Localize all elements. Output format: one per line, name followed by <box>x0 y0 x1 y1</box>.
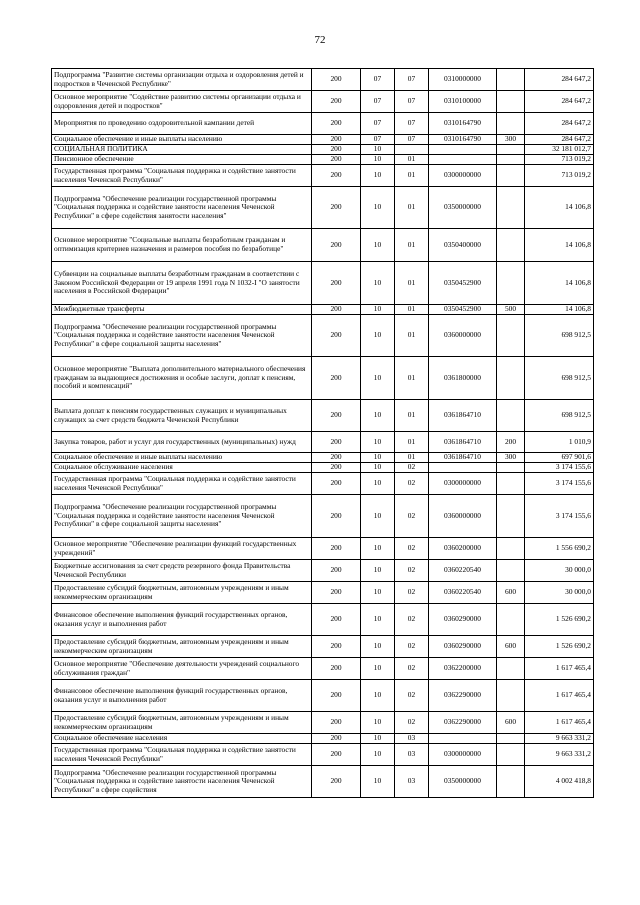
target-article-cell: 0361864710 <box>429 453 497 463</box>
amount-cell: 713 019,2 <box>525 165 594 187</box>
grbs-cell: 200 <box>312 135 361 145</box>
item-name-cell: Подпрограмма "Обеспечение реализации государственной программы "Социальная поддержка и содействие занятости населения Чеченской Республики" в сфере содействия <box>52 766 312 798</box>
section-cell: 07 <box>361 113 395 135</box>
subsection-cell: 03 <box>395 744 429 766</box>
item-name-cell: Финансовое обеспечение выполнения функций государственных органов, оказания услуг и выполнения работ <box>52 604 312 636</box>
grbs-cell: 200 <box>312 400 361 432</box>
section-cell: 10 <box>361 658 395 680</box>
target-article-cell <box>429 734 497 744</box>
subsection-cell: 02 <box>395 473 429 495</box>
grbs-cell: 200 <box>312 229 361 262</box>
item-name-cell: Межбюджетные трансферты <box>52 305 312 315</box>
section-cell: 10 <box>361 305 395 315</box>
grbs-cell: 200 <box>312 658 361 680</box>
section-cell: 10 <box>361 604 395 636</box>
target-article-cell: 0360200000 <box>429 538 497 560</box>
amount-cell: 1 617 465,4 <box>525 712 594 734</box>
section-cell: 10 <box>361 473 395 495</box>
grbs-cell: 200 <box>312 680 361 712</box>
grbs-cell: 200 <box>312 473 361 495</box>
subsection-cell: 02 <box>395 463 429 473</box>
grbs-cell: 200 <box>312 453 361 463</box>
item-name-cell: Подпрограмма "Обеспечение реализации государственной программы "Социальная поддержка и содействие занятости населения Чеченской Республики" в сфере содействия занятости населения" <box>52 187 312 229</box>
subsection-cell: 01 <box>395 187 429 229</box>
section-cell: 10 <box>361 636 395 658</box>
section-cell: 10 <box>361 734 395 744</box>
expense-type-cell <box>497 766 525 798</box>
item-name-cell: Основное мероприятие "Обеспечение реализации функций государственных учреждений" <box>52 538 312 560</box>
target-article-cell: 0350000000 <box>429 187 497 229</box>
subsection-cell: 07 <box>395 91 429 113</box>
grbs-cell: 200 <box>312 744 361 766</box>
expense-type-cell <box>497 69 525 91</box>
target-article-cell: 0300000000 <box>429 473 497 495</box>
table-row <box>52 155 594 165</box>
section-cell: 10 <box>361 680 395 712</box>
section-cell: 10 <box>361 560 395 582</box>
expense-type-cell: 600 <box>497 712 525 734</box>
budget-table <box>51 68 594 798</box>
target-article-cell <box>429 463 497 473</box>
target-article-cell: 0362200000 <box>429 658 497 680</box>
item-name-cell: Финансовое обеспечение выполнения функций государственных органов, оказания услуг и выполнения работ <box>52 680 312 712</box>
item-name-cell: Социальное обеспечение и иные выплаты населению <box>52 135 312 145</box>
grbs-cell: 200 <box>312 604 361 636</box>
amount-cell: 32 181 012,7 <box>525 145 594 155</box>
table-row <box>52 712 594 734</box>
target-article-cell: 0361864710 <box>429 400 497 432</box>
expense-type-cell: 500 <box>497 305 525 315</box>
grbs-cell: 200 <box>312 766 361 798</box>
expense-type-cell <box>497 680 525 712</box>
amount-cell: 1 556 690,2 <box>525 538 594 560</box>
subsection-cell: 07 <box>395 135 429 145</box>
subsection-cell: 01 <box>395 400 429 432</box>
target-article-cell: 0360000000 <box>429 495 497 538</box>
expense-type-cell <box>497 538 525 560</box>
amount-cell: 30 000,0 <box>525 560 594 582</box>
subsection-cell: 02 <box>395 680 429 712</box>
expense-type-cell: 200 <box>497 432 525 453</box>
item-name-cell: Социальное обслуживание населения <box>52 463 312 473</box>
expense-type-cell <box>497 495 525 538</box>
table-row <box>52 658 594 680</box>
grbs-cell: 200 <box>312 145 361 155</box>
item-name-cell: Социальное обеспечение и иные выплаты населению <box>52 453 312 463</box>
section-cell: 07 <box>361 135 395 145</box>
target-article-cell: 0350000000 <box>429 766 497 798</box>
item-name-cell: Государственная программа "Социальная поддержка и содействие занятости населения Чеченской Республики" <box>52 473 312 495</box>
table-body <box>52 69 594 798</box>
item-name-cell: Подпрограмма "Обеспечение реализации государственной программы "Социальная поддержка и содействие занятости населения Чеченской Республики" в сфере социальной защиты населения" <box>52 495 312 538</box>
subsection-cell <box>395 145 429 155</box>
item-name-cell: СОЦИАЛЬНАЯ ПОЛИТИКА <box>52 145 312 155</box>
target-article-cell: 0360220540 <box>429 582 497 604</box>
table-row <box>52 453 594 463</box>
amount-cell: 3 174 155,6 <box>525 495 594 538</box>
section-cell: 10 <box>361 432 395 453</box>
grbs-cell: 200 <box>312 357 361 400</box>
section-cell: 10 <box>361 357 395 400</box>
target-article-cell: 0361864710 <box>429 432 497 453</box>
table-row <box>52 604 594 636</box>
section-cell: 10 <box>361 145 395 155</box>
expense-type-cell <box>497 91 525 113</box>
amount-cell: 698 912,5 <box>525 315 594 357</box>
subsection-cell: 02 <box>395 658 429 680</box>
amount-cell: 698 912,5 <box>525 400 594 432</box>
target-article-cell: 0300000000 <box>429 165 497 187</box>
table-row <box>52 145 594 155</box>
amount-cell: 698 912,5 <box>525 357 594 400</box>
page-number: 72 <box>314 34 326 46</box>
table-row <box>52 305 594 315</box>
item-name-cell: Бюджетные ассигнования за счет средств резервного фонда Правительства Чеченской Республики <box>52 560 312 582</box>
subsection-cell: 01 <box>395 315 429 357</box>
target-article-cell: 0362290000 <box>429 680 497 712</box>
table-row <box>52 582 594 604</box>
amount-cell: 284 647,2 <box>525 113 594 135</box>
table-row <box>52 229 594 262</box>
grbs-cell: 200 <box>312 165 361 187</box>
table-row <box>52 734 594 744</box>
expense-type-cell: 300 <box>497 135 525 145</box>
amount-cell: 697 901,6 <box>525 453 594 463</box>
expense-type-cell <box>497 473 525 495</box>
item-name-cell: Основное мероприятие "Содействие развитию системы организации отдыха и оздоровления детей и подростков" <box>52 91 312 113</box>
grbs-cell: 200 <box>312 712 361 734</box>
expense-type-cell <box>497 145 525 155</box>
subsection-cell: 02 <box>395 495 429 538</box>
expense-type-cell <box>497 113 525 135</box>
item-name-cell: Государственная программа "Социальная поддержка и содействие занятости населения Чеченской Республики" <box>52 165 312 187</box>
item-name-cell: Подпрограмма "Обеспечение реализации государственной программы "Социальная поддержка и содействие занятости населения Чеченской Республики" в сфере социальной защиты населения" <box>52 315 312 357</box>
amount-cell: 1 526 690,2 <box>525 636 594 658</box>
grbs-cell: 200 <box>312 560 361 582</box>
section-cell: 10 <box>361 155 395 165</box>
grbs-cell: 200 <box>312 69 361 91</box>
amount-cell: 284 647,2 <box>525 91 594 113</box>
section-cell: 10 <box>361 262 395 305</box>
section-cell: 10 <box>361 229 395 262</box>
amount-cell: 14 106,8 <box>525 305 594 315</box>
section-cell: 10 <box>361 495 395 538</box>
expense-type-cell: 600 <box>497 582 525 604</box>
item-name-cell: Основное мероприятие "Обеспечение деятельности учреждений социального обслуживания граждан" <box>52 658 312 680</box>
item-name-cell: Предоставление субсидий бюджетным, автономным учреждениям и иным некоммерческим организациям <box>52 636 312 658</box>
table-row <box>52 135 594 145</box>
grbs-cell: 200 <box>312 91 361 113</box>
item-name-cell: Пенсионное обеспечение <box>52 155 312 165</box>
grbs-cell: 200 <box>312 315 361 357</box>
table-row <box>52 538 594 560</box>
target-article-cell: 0360000000 <box>429 315 497 357</box>
item-name-cell: Социальное обеспечение населения <box>52 734 312 744</box>
target-article-cell: 0310164790 <box>429 113 497 135</box>
target-article-cell: 0310000000 <box>429 69 497 91</box>
subsection-cell: 03 <box>395 766 429 798</box>
amount-cell: 1 617 465,4 <box>525 658 594 680</box>
grbs-cell: 200 <box>312 463 361 473</box>
expense-type-cell <box>497 357 525 400</box>
subsection-cell: 01 <box>395 165 429 187</box>
amount-cell: 30 000,0 <box>525 582 594 604</box>
expense-type-cell <box>497 229 525 262</box>
table-row <box>52 432 594 453</box>
table-row <box>52 400 594 432</box>
amount-cell: 9 663 331,2 <box>525 744 594 766</box>
table-row <box>52 315 594 357</box>
item-name-cell: Выплата доплат к пенсиям государственных служащих и муниципальных служащих за счет средств бюджета Чеченской Республики <box>52 400 312 432</box>
expense-type-cell <box>497 734 525 744</box>
subsection-cell: 01 <box>395 453 429 463</box>
amount-cell: 14 106,8 <box>525 262 594 305</box>
item-name-cell: Закупка товаров, работ и услуг для государственных (муниципальных) нужд <box>52 432 312 453</box>
expense-type-cell <box>497 155 525 165</box>
amount-cell: 713 019,2 <box>525 155 594 165</box>
section-cell: 10 <box>361 744 395 766</box>
section-cell: 10 <box>361 766 395 798</box>
grbs-cell: 200 <box>312 187 361 229</box>
table-row <box>52 262 594 305</box>
section-cell: 07 <box>361 69 395 91</box>
amount-cell: 4 002 418,8 <box>525 766 594 798</box>
amount-cell: 284 647,2 <box>525 135 594 145</box>
expense-type-cell <box>497 187 525 229</box>
amount-cell: 3 174 155,6 <box>525 463 594 473</box>
subsection-cell: 01 <box>395 229 429 262</box>
amount-cell: 284 647,2 <box>525 69 594 91</box>
item-name-cell: Предоставление субсидий бюджетным, автономным учреждениям и иным некоммерческим организациям <box>52 582 312 604</box>
table-row <box>52 744 594 766</box>
grbs-cell: 200 <box>312 734 361 744</box>
target-article-cell: 0350400000 <box>429 229 497 262</box>
expense-type-cell <box>497 400 525 432</box>
item-name-cell: Предоставление субсидий бюджетным, автономным учреждениям и иным некоммерческим организациям <box>52 712 312 734</box>
section-cell: 10 <box>361 538 395 560</box>
grbs-cell: 200 <box>312 113 361 135</box>
section-cell: 10 <box>361 453 395 463</box>
grbs-cell: 200 <box>312 305 361 315</box>
item-name-cell: Государственная программа "Социальная поддержка и содействие занятости населения Чеченской Республики" <box>52 744 312 766</box>
grbs-cell: 200 <box>312 262 361 305</box>
subsection-cell: 02 <box>395 560 429 582</box>
amount-cell: 9 663 331,2 <box>525 734 594 744</box>
target-article-cell: 0350452900 <box>429 262 497 305</box>
section-cell: 10 <box>361 463 395 473</box>
amount-cell: 14 106,8 <box>525 229 594 262</box>
target-article-cell <box>429 155 497 165</box>
subsection-cell: 03 <box>395 734 429 744</box>
table-row <box>52 357 594 400</box>
section-cell: 10 <box>361 315 395 357</box>
expense-type-cell <box>497 315 525 357</box>
grbs-cell: 200 <box>312 538 361 560</box>
grbs-cell: 200 <box>312 636 361 658</box>
subsection-cell: 01 <box>395 155 429 165</box>
subsection-cell: 01 <box>395 357 429 400</box>
table-row <box>52 187 594 229</box>
section-cell: 10 <box>361 187 395 229</box>
item-name-cell: Субвенции на социальные выплаты безработным гражданам в соответствии с Законом Российской Федерации от 19 апреля 1991 года N 1032-I "О занятости населения в Российской Федерации" <box>52 262 312 305</box>
item-name-cell: Мероприятия по проведению оздоровительной кампании детей <box>52 113 312 135</box>
amount-cell: 1 010,9 <box>525 432 594 453</box>
expense-type-cell: 600 <box>497 636 525 658</box>
section-cell: 10 <box>361 165 395 187</box>
expense-type-cell <box>497 658 525 680</box>
subsection-cell: 01 <box>395 305 429 315</box>
table-row <box>52 473 594 495</box>
expense-type-cell <box>497 560 525 582</box>
section-cell: 10 <box>361 400 395 432</box>
section-cell: 10 <box>361 582 395 604</box>
subsection-cell: 07 <box>395 69 429 91</box>
item-name-cell: Подпрограмма "Развитие системы организации отдыха и оздоровления детей и подростков в Чеченской Республике" <box>52 69 312 91</box>
subsection-cell: 02 <box>395 604 429 636</box>
expense-type-cell <box>497 463 525 473</box>
expense-type-cell <box>497 744 525 766</box>
expense-type-cell <box>497 262 525 305</box>
target-article-cell: 0362290000 <box>429 712 497 734</box>
target-article-cell: 0360290000 <box>429 604 497 636</box>
item-name-cell: Основное мероприятие "Выплата дополнительного материального обеспечения гражданам за выдающиеся достижения и особые заслуги, доплат к пенсиям, пособий и компенсаций" <box>52 357 312 400</box>
table-row <box>52 766 594 798</box>
amount-cell: 14 106,8 <box>525 187 594 229</box>
section-cell: 10 <box>361 712 395 734</box>
expense-type-cell: 300 <box>497 453 525 463</box>
subsection-cell: 02 <box>395 636 429 658</box>
table-row <box>52 91 594 113</box>
table-row <box>52 636 594 658</box>
target-article-cell: 0300000000 <box>429 744 497 766</box>
amount-cell: 1 526 690,2 <box>525 604 594 636</box>
table-row <box>52 165 594 187</box>
grbs-cell: 200 <box>312 432 361 453</box>
expense-type-cell <box>497 165 525 187</box>
subsection-cell: 07 <box>395 113 429 135</box>
table-row <box>52 680 594 712</box>
target-article-cell: 0310100000 <box>429 91 497 113</box>
expense-type-cell <box>497 604 525 636</box>
grbs-cell: 200 <box>312 582 361 604</box>
subsection-cell: 02 <box>395 712 429 734</box>
table-row <box>52 69 594 91</box>
amount-cell: 3 174 155,6 <box>525 473 594 495</box>
grbs-cell: 200 <box>312 155 361 165</box>
table-row <box>52 113 594 135</box>
target-article-cell: 0360220540 <box>429 560 497 582</box>
amount-cell: 1 617 465,4 <box>525 680 594 712</box>
target-article-cell: 0360290000 <box>429 636 497 658</box>
subsection-cell: 01 <box>395 262 429 305</box>
grbs-cell: 200 <box>312 495 361 538</box>
table-row <box>52 495 594 538</box>
target-article-cell: 0310164790 <box>429 135 497 145</box>
section-cell: 07 <box>361 91 395 113</box>
target-article-cell: 0350452900 <box>429 305 497 315</box>
subsection-cell: 02 <box>395 538 429 560</box>
table-row <box>52 560 594 582</box>
item-name-cell: Основное мероприятие "Социальные выплаты безработным гражданам и оптимизация критериев назначения и размеров пособия по безработице" <box>52 229 312 262</box>
subsection-cell: 01 <box>395 432 429 453</box>
target-article-cell: 0361800000 <box>429 357 497 400</box>
subsection-cell: 02 <box>395 582 429 604</box>
target-article-cell <box>429 145 497 155</box>
table-row <box>52 463 594 473</box>
